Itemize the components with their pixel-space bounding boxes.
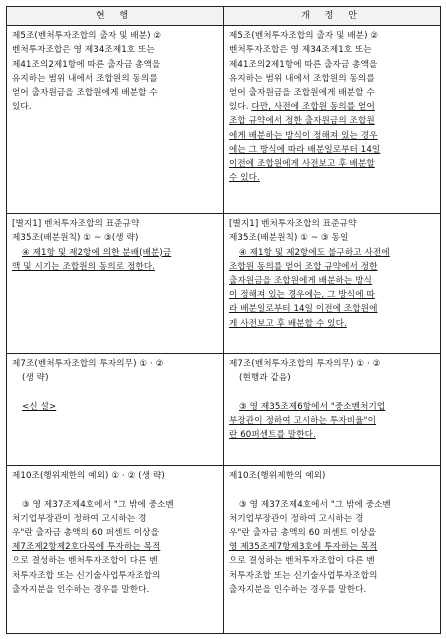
text-line: 처기업부장관이 정하여 고시하는 경 [229, 513, 364, 524]
underlined-line: 제7조제2항제2호다목에 투자하는 목적 [12, 542, 161, 553]
table-row [7, 26, 441, 214]
underlined-line: 게 사전보고 후 배분할 수 있다. [229, 318, 347, 329]
text-line: 우"란 출자금 총액의 60 퍼센트 이상을 [12, 528, 159, 539]
text-line: 출자지분을 인수하는 경우를 말한다. [12, 584, 150, 595]
text-fragment: 있다. [229, 102, 252, 113]
text-line: 벤처투자조합은 영 제34조제1호 또는 [229, 45, 372, 56]
text-line: 우"란 출자금 총액의 60 퍼센트 이상을 [229, 528, 376, 539]
text-line: 제5조(벤처투자조합의 출자 및 배분) ② [229, 31, 379, 42]
underlined-line: 에게 배분하는 방식이 정해져 있는 경우 [229, 130, 378, 141]
text-line: ③ 영 제37조제4호에서 "그 밖에 중소벤 [239, 499, 391, 510]
text-line: (생 략) [22, 373, 49, 384]
spacer-line [229, 386, 435, 400]
spacer-line [229, 483, 435, 497]
underlined-line: 이 정해져 있는 경우에는, 그 방식에 따 [229, 290, 375, 301]
header-revised: 개 정 안 [224, 7, 441, 26]
header-row [7, 7, 441, 26]
text-line: 있다. [12, 102, 32, 113]
current-cell [7, 466, 224, 634]
new-provision-marker: <신 설> [22, 401, 57, 412]
text-line: 제7조(벤처투자조합의 투자의무) ① · ② [12, 359, 164, 370]
text-line: 제41조의2제1항에 따른 출자금 총액을 [229, 59, 378, 70]
revised-cell [224, 354, 441, 466]
underlined-line: 영 제35조제7항제3호에 투자하는 목적 [229, 542, 378, 553]
text-line: 제10조(행위제한의 예외) [229, 471, 326, 482]
current-cell [7, 26, 224, 214]
text-line: 유지하는 범위 내에서 조합원의 동의를 [12, 73, 158, 84]
underlined-line: 조합원 동의를 얻어 조합 규약에서 정한 [229, 261, 378, 272]
table-row [7, 466, 441, 634]
underlined-line: ④ 제1항 및 제2항에도 불구하고 사전에 [239, 247, 390, 258]
text-line: [별지1] 벤처투자조합의 표준규약 [12, 219, 140, 230]
text-line [229, 100, 435, 114]
text-line: 으로 결성하는 벤처투자조합이 다른 벤 [229, 556, 375, 567]
underlined-line: 란 60퍼센트를 말한다. [229, 430, 316, 441]
underlined-line: 라 배분일로부터 14일 이전에 조합원에 [229, 304, 378, 315]
text-line: 제7조(벤처투자조합의 투자의무) ① · ② [229, 359, 381, 370]
comparison-table [6, 6, 441, 634]
revised-cell [224, 214, 441, 354]
underlined-fragment: 다만, 사전에 조합원 동의를 얻어 [251, 102, 375, 113]
underlined-line: 에는 그 방식에 따라 배분일로부터 14일 [229, 144, 381, 155]
text-line: [별지1] 벤처투자조합의 표준규약 [229, 219, 357, 230]
text-line: 처투자조합 또는 신기술사업투자조합의 [229, 570, 378, 581]
header-current: 현 행 [7, 7, 224, 26]
spacer-line [12, 386, 218, 400]
text-line: 처기업부장관이 정하여 고시하는 경 [12, 513, 147, 524]
revised-cell [224, 466, 441, 634]
table-row [7, 354, 441, 466]
text-line: 출자지분을 인수하는 경우를 말한다. [229, 584, 367, 595]
underlined-line: 출자원금을 조합원에게 배분하는 방식 [229, 276, 372, 287]
text-line: 제35조(배분원칙) ① ~ ③ 동일 [229, 233, 349, 244]
text-line: 제41조의2제1항에 따른 출자금 총액을 [12, 59, 161, 70]
table-row [7, 214, 441, 354]
text-line: 벤처투자조합은 영 제34조제1호 또는 [12, 45, 155, 56]
underlined-line: 수 있다. [229, 173, 260, 184]
underlined-line: 부장관이 정하여 고시하는 투자비율"이 [229, 416, 376, 427]
text-line: 처투자조합 또는 신기술사업투자조합의 [12, 570, 161, 581]
text-line: 얻어 출자원금을 조합원에게 배분할 수 [12, 88, 158, 99]
underlined-line: 이전에 조합원에게 사전보고 후 배분할 [229, 159, 375, 170]
underlined-line: 조합 규약에서 정한 출자원금의 조합원 [229, 116, 375, 127]
text-line: 얻어 출자원금을 조합원에게 배분할 수 [229, 88, 375, 99]
underlined-line: ④ 제1항 및 제2항에 의한 분배(배분)금 [22, 247, 172, 258]
underlined-line: 액 및 시기는 조합원의 동의로 정한다. [12, 261, 156, 272]
text-line: 제5조(벤처투자조합의 출자 및 배분) ② [12, 31, 162, 42]
text-line: (현행과 같음) [239, 373, 291, 384]
current-cell [7, 354, 224, 466]
spacer-line [12, 483, 218, 497]
underlined-line: ③ 영 제35조제6항에서 "중소벤처기업 [239, 401, 386, 412]
current-cell [7, 214, 224, 354]
revised-cell [224, 26, 441, 214]
text-line: 으로 결성하는 벤처투자조합이 다른 벤 [12, 556, 158, 567]
text-line: 제10조(행위제한의 예외) ① · ② (생 략) [12, 471, 165, 482]
text-line: 유지하는 범위 내에서 조합원의 동의를 [229, 73, 375, 84]
text-line: ③ 영 제37조제4호에서 "그 밖에 중소벤 [22, 499, 174, 510]
text-line: 제35조(배분원칙) ① ~ ③(생 략) [12, 233, 139, 244]
